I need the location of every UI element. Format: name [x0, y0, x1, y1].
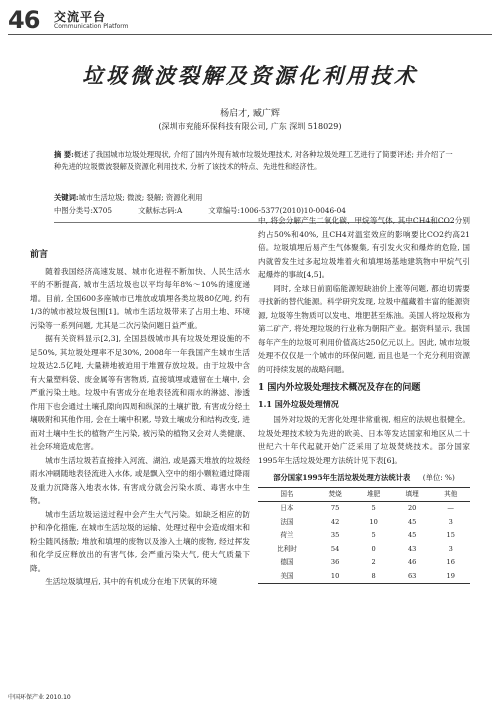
table-cell: 0	[371, 544, 376, 553]
table-cell: 5	[371, 504, 376, 512]
article-title: 垃圾微波裂解及资源化利用技术	[82, 64, 418, 88]
header-cell: 焚烧	[316, 487, 355, 502]
article-number: 文章编号:1006-5377(2010)10-0046-04	[208, 206, 346, 215]
table-cell: —	[447, 504, 454, 512]
left-column	[30, 247, 250, 589]
table-cell: 德国	[280, 558, 294, 566]
table-row	[258, 570, 470, 584]
table-header-row	[258, 487, 470, 502]
table-cell: 35	[330, 531, 340, 539]
abstract-text: 概述了我国城市垃圾处理现状, 介绍了国内外现有城市垃圾处理技术, 对各种垃圾处理工艺进行了简要评述; 并介绍了一种先进的垃圾微波裂解及资源化利用技术, 分析了该技术的特点、先进性和经济性。	[54, 150, 453, 171]
affiliation: (深圳市兖能环保科技有限公司, 广东 深圳 518029)	[158, 122, 342, 131]
table-cell: 日本	[280, 504, 294, 512]
table-cell: 36	[330, 558, 340, 566]
header-cell: 其他	[431, 487, 470, 502]
subsection-heading: 1.1 国外垃圾处理情况	[258, 398, 339, 409]
column-title-en: Communication Platform	[54, 23, 129, 30]
table-row	[258, 516, 470, 530]
table-cell: 20	[407, 504, 417, 512]
keywords-text: 城市生活垃圾; 微波; 裂解; 资源化利用	[78, 193, 203, 202]
table-cell: 43	[407, 544, 417, 553]
table-cell: 荷兰	[280, 531, 294, 539]
section-heading: 1 国内外垃圾处理技术概况及存在的问题	[258, 383, 421, 393]
page-footer: 中国环保产业 2010.10	[8, 694, 71, 701]
authors: 杨启才, 臧广辉	[220, 109, 280, 119]
table-cell: 美国	[258, 570, 316, 584]
statistics-table	[258, 487, 470, 585]
preface-heading: 前言	[30, 250, 49, 260]
table-cell: 45	[407, 531, 417, 539]
header-cell: 国名	[258, 487, 316, 502]
table-cell: 42	[330, 517, 340, 526]
table-caption	[258, 471, 470, 485]
page-number: 46	[8, 6, 40, 34]
table-cell: 46	[407, 558, 417, 566]
table-cell: 54	[330, 544, 340, 553]
table-row	[258, 502, 470, 516]
table-cell: 75	[330, 504, 340, 512]
table-unit: (单位: %)	[422, 473, 455, 482]
paragraph: 同时, 全球日前面临能源短缺油价上涨等问题, 都迫切需要寻找新的替代能源。科学研究发现, 垃圾中蕴藏着丰富的能源资源, 垃圾等生物质可以发电、堆肥甚至炼油。美国人将垃圾称为第二矿产, 将处理垃圾的行业称为朝阳产业。据资料显示, 我国每年产生的垃圾可利用价值高达250亿元以上。因此, 城市垃圾处理不仅仅是一个城市的环保问题, 而且也是一个充分利用资源的可持续发展的战略问题。	[258, 283, 470, 374]
table-cell: 10	[316, 570, 355, 584]
table-cell: 19	[431, 570, 470, 584]
table-cell: 2	[371, 558, 376, 566]
column-title-cn: 交流平台	[54, 10, 107, 24]
paragraph: 中, 将会分解产生二氧化碳、甲烷等气体, 其中CH4和CO2分别约占50%和40%, 且CH4对温室效应的影响要比CO2约高21倍。垃圾填埋后易产生气体聚集, 有引发火灾和爆炸的危险, 国内就曾发生过多起垃圾堆着火和填埋场基地建筑物中甲烷气引起爆炸的事故[4,5]。	[258, 216, 470, 279]
table-cell: 15	[446, 531, 455, 539]
table-caption-text: 部分国家1995年生活垃圾处理方法统计表	[273, 473, 411, 482]
table-cell: 法国	[280, 517, 294, 526]
abstract	[54, 149, 454, 172]
table-row	[258, 529, 470, 543]
clc-number: 中图分类号:X705	[54, 206, 113, 215]
paragraph: 国外对垃圾的无害化处理非常重视, 相应的法规也很健全。垃圾处理技术较为先进的欧美、日本等发达国家和地区从二十世纪六十年代起就开始广泛采用了垃圾焚烧技术。部分国家1995年生活垃圾处理方法统计见下表[6]。	[258, 415, 470, 465]
paragraph: 随着我国经济高速发展、城市化进程不断加快、人民生活水平的不断提高, 城市生活垃圾也以平均每年8%～10%的速度递增。目前, 全国600多座城市已堆放或填埋各类垃圾80亿吨, 约有1/3的城市被垃圾包围[1]。城市生活垃圾带来了占用土地、环境污染等一系列问题, 尤其是二次污染问题日益严重。	[30, 266, 250, 330]
table-cell: 16	[446, 558, 455, 566]
table-cell: 3	[448, 544, 453, 553]
header-cell: 堆肥	[354, 487, 393, 502]
table-cell: 10	[369, 517, 378, 526]
paragraph: 城市生活垃圾运送过程中会产生大气污染。如缺乏相应的防护和净化措施, 在城市生活垃圾的运输、处理过程中会造成细末和粉尘随风扬散; 堆放和填埋的废物以及渗入土壤的废物, 经过挥发和化学反应释放出的有害气体, 会严重污染大气, 使大气质量下降。	[30, 509, 250, 573]
table-cell: 45	[407, 517, 417, 526]
abstract-label: 摘 要:	[54, 150, 74, 159]
table-row	[258, 543, 470, 557]
right-column	[258, 214, 470, 584]
paragraph: 城市生活垃圾若直接排入河流、湖泊, 或是露天堆放的垃圾经雨水冲刷随地表径流进入水体, 或是飘入空中的细小颗粒通过降雨及重力沉降落入地表水体, 有害成分就会污染水质、毒害水中生物。	[30, 455, 250, 505]
keywords-label: 关键词:	[54, 193, 79, 202]
table-cell: 5	[371, 531, 376, 539]
table-row	[258, 556, 470, 570]
page-header	[8, 6, 488, 32]
document-code: 文献标志码:A	[138, 206, 183, 215]
header-cell: 填埋	[393, 487, 432, 502]
paragraph: 据有关资料显示[2,3], 全国县级城市具有垃圾处理设施的不足50%, 其垃圾处理率不足30%, 2008年一年我国产生城市生活垃圾达2.5亿吨, 大量耕地被迫用于堆置存放垃圾。由于垃圾中含有大量塑料袋、废金属等有害物质, 直接填埋或遗留在土壤中, 会严重污染土地。垃圾中有害成分在地表径流和雨水的淋滤、渗透作用下也会通过土壤孔隙向四周和纵深的土壤扩散, 有害成分经土壤吸附和其他作用, 会在土壤中积累, 导致土壤成分和结构改变, 进而对土壤中生长的植物产生污染, 被污染的植物又会对人类健康、社会环境造成危害。	[30, 334, 250, 451]
paragraph: 生活垃圾填埋后, 其中的有机成分在地下厌氧的环境	[45, 577, 218, 586]
table-cell: 3	[448, 517, 453, 526]
header-rule	[8, 34, 492, 35]
table-cell: 8	[354, 570, 393, 584]
keywords	[54, 192, 454, 203]
table-cell: 比利时	[277, 544, 297, 553]
table-cell: 63	[393, 570, 432, 584]
